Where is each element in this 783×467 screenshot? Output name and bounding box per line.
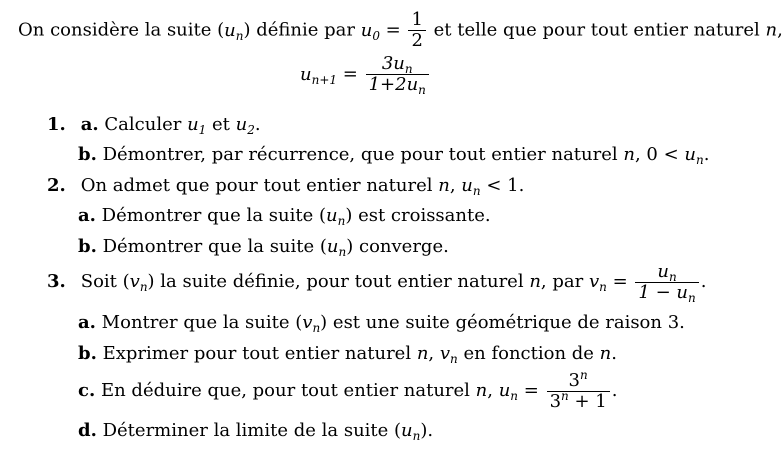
recurrence-formula [300, 54, 431, 95]
fraction-denominator: 2 [408, 30, 425, 51]
q1b-label: b. [78, 144, 97, 165]
math-v-n: $v_n$ [302, 312, 321, 335]
intro-text-2: ) définie par [243, 19, 361, 41]
q3c-text: En déduire que, pour tout entier naturel [100, 380, 476, 401]
q2b-text-2: ) converge. [346, 236, 449, 257]
q2b-label: b. [78, 236, 97, 257]
math-n: n [416, 343, 429, 364]
q3a-line [78, 312, 685, 334]
q2-number: 2. [47, 175, 66, 196]
math-v-n: $v_n$ [588, 271, 607, 294]
vn-fraction [635, 262, 698, 303]
q2a-text-2: ) est croissante. [345, 205, 491, 226]
math-u0: $u_0$ [360, 19, 380, 43]
q3c-line: c. En déduire que, pour tout entier naturel n, $u_n$ = $\frac{3^n}{3^n + 1}$ . [78, 367, 617, 415]
q3c-label: c. [78, 380, 96, 401]
math-n: n [623, 144, 635, 165]
q2b-text-1: Démontrer que la suite ( [102, 236, 327, 257]
q3-text-2: ) la suite définie, pour tout entier naturel [147, 271, 530, 292]
math-u-n: $u_n$ [326, 205, 346, 228]
q1b-line: b. Démontrer, par récurrence, que pour tout entier naturel n, $0 < u_n$. [78, 144, 710, 167]
math-n: n [475, 380, 488, 401]
q3-text-3: , par [540, 271, 589, 292]
q1a-label: a. [80, 114, 99, 135]
un-numerator: 3$^n$ [568, 367, 588, 391]
q3d-text-2: ). [420, 420, 434, 441]
math-n: n [599, 343, 612, 364]
q2a-line [78, 205, 491, 227]
q1-line: 1. a. Calculer $u_1$ et $u_2$. [47, 114, 261, 137]
recurrence-denominator: $1+2u_n$ [366, 74, 429, 95]
q3b-label: b. [78, 343, 97, 364]
recurrence-equals: = [342, 63, 358, 85]
math-n: n [438, 175, 450, 196]
math-u-n: $u_n$ [461, 175, 481, 198]
math-n: n [765, 19, 778, 41]
intro-text-1: On considère la suite ( [18, 19, 225, 41]
q3b-line: b. Exprimer pour tout entier naturel n, $v_n$ en fonction de n. [78, 343, 617, 366]
fraction-numerator: 1 [411, 9, 423, 30]
q3a-text-2: ) est une suite géométrique de raison 3. [320, 312, 685, 333]
math-u-n: $u_n$ [326, 236, 347, 259]
math-u-n-plus-1: $u_{n+1}$ [300, 63, 338, 87]
q3-text-1: Soit ( [80, 271, 130, 292]
q2b-line [78, 236, 449, 258]
q3b-text-2: en fonction de [457, 343, 600, 364]
math-u-n: $u_n$ [401, 420, 421, 443]
vn-numerator: $u_n$ [657, 260, 677, 284]
intro-line: On considère la suite $(u_n)$ définie par $u_0$ = $\frac{1}{2}$ et telle que pour tout entier naturel n, [18, 9, 783, 51]
math-u-n: $u_n$ [224, 19, 244, 43]
fraction-one-half [408, 10, 425, 51]
q3d-line [78, 420, 433, 442]
recurrence-fraction [366, 54, 429, 95]
q2-line: 2. On admet que pour tout entier naturel n, $u_n < 1$. [47, 175, 525, 198]
q2a-label: a. [78, 205, 96, 226]
q3d-label: d. [78, 420, 97, 441]
math-u2: $u_2$ [235, 114, 255, 137]
q1a-text: Calculer [104, 114, 188, 135]
un-fraction [547, 367, 610, 412]
math-n: n [529, 271, 541, 292]
q3a-label: a. [78, 312, 96, 333]
q3b-text-1: Exprimer pour tout entier naturel [102, 343, 417, 364]
math-u1: $u_1$ [187, 114, 207, 137]
q3-number: 3. [47, 271, 66, 292]
math-u-n: $u_n$ [498, 380, 519, 403]
q3d-text-1: Déterminer la limite de la suite ( [102, 420, 402, 441]
q3-line: 3. Soit $(v_n)$ la suite définie, pour tout entier naturel n, par $v_n$ = $\frac{u_n}{1 - u_n}$ . [47, 260, 707, 305]
q3a-text-1: Montrer que la suite ( [101, 312, 303, 333]
q2a-text-1: Démontrer que la suite ( [101, 205, 326, 226]
intro-text-3: et telle que pour tout entier naturel [427, 19, 766, 41]
un-denominator: $3^n + 1$ [547, 391, 610, 412]
vn-denominator: $1 - u_n$ [635, 282, 698, 303]
intro-text-4: , [777, 19, 783, 41]
math-v-n: $v_n$ [129, 271, 148, 294]
math-u-n: $u_n$ [684, 144, 704, 167]
math-v-n: $v_n$ [439, 343, 458, 366]
recurrence-numerator: $3u_n$ [381, 53, 413, 76]
q2-text: On admet que pour tout entier naturel [80, 175, 439, 196]
q1b-text: Démontrer, par récurrence, que pour tout entier naturel [102, 144, 624, 165]
q1-number: 1. [47, 114, 66, 135]
